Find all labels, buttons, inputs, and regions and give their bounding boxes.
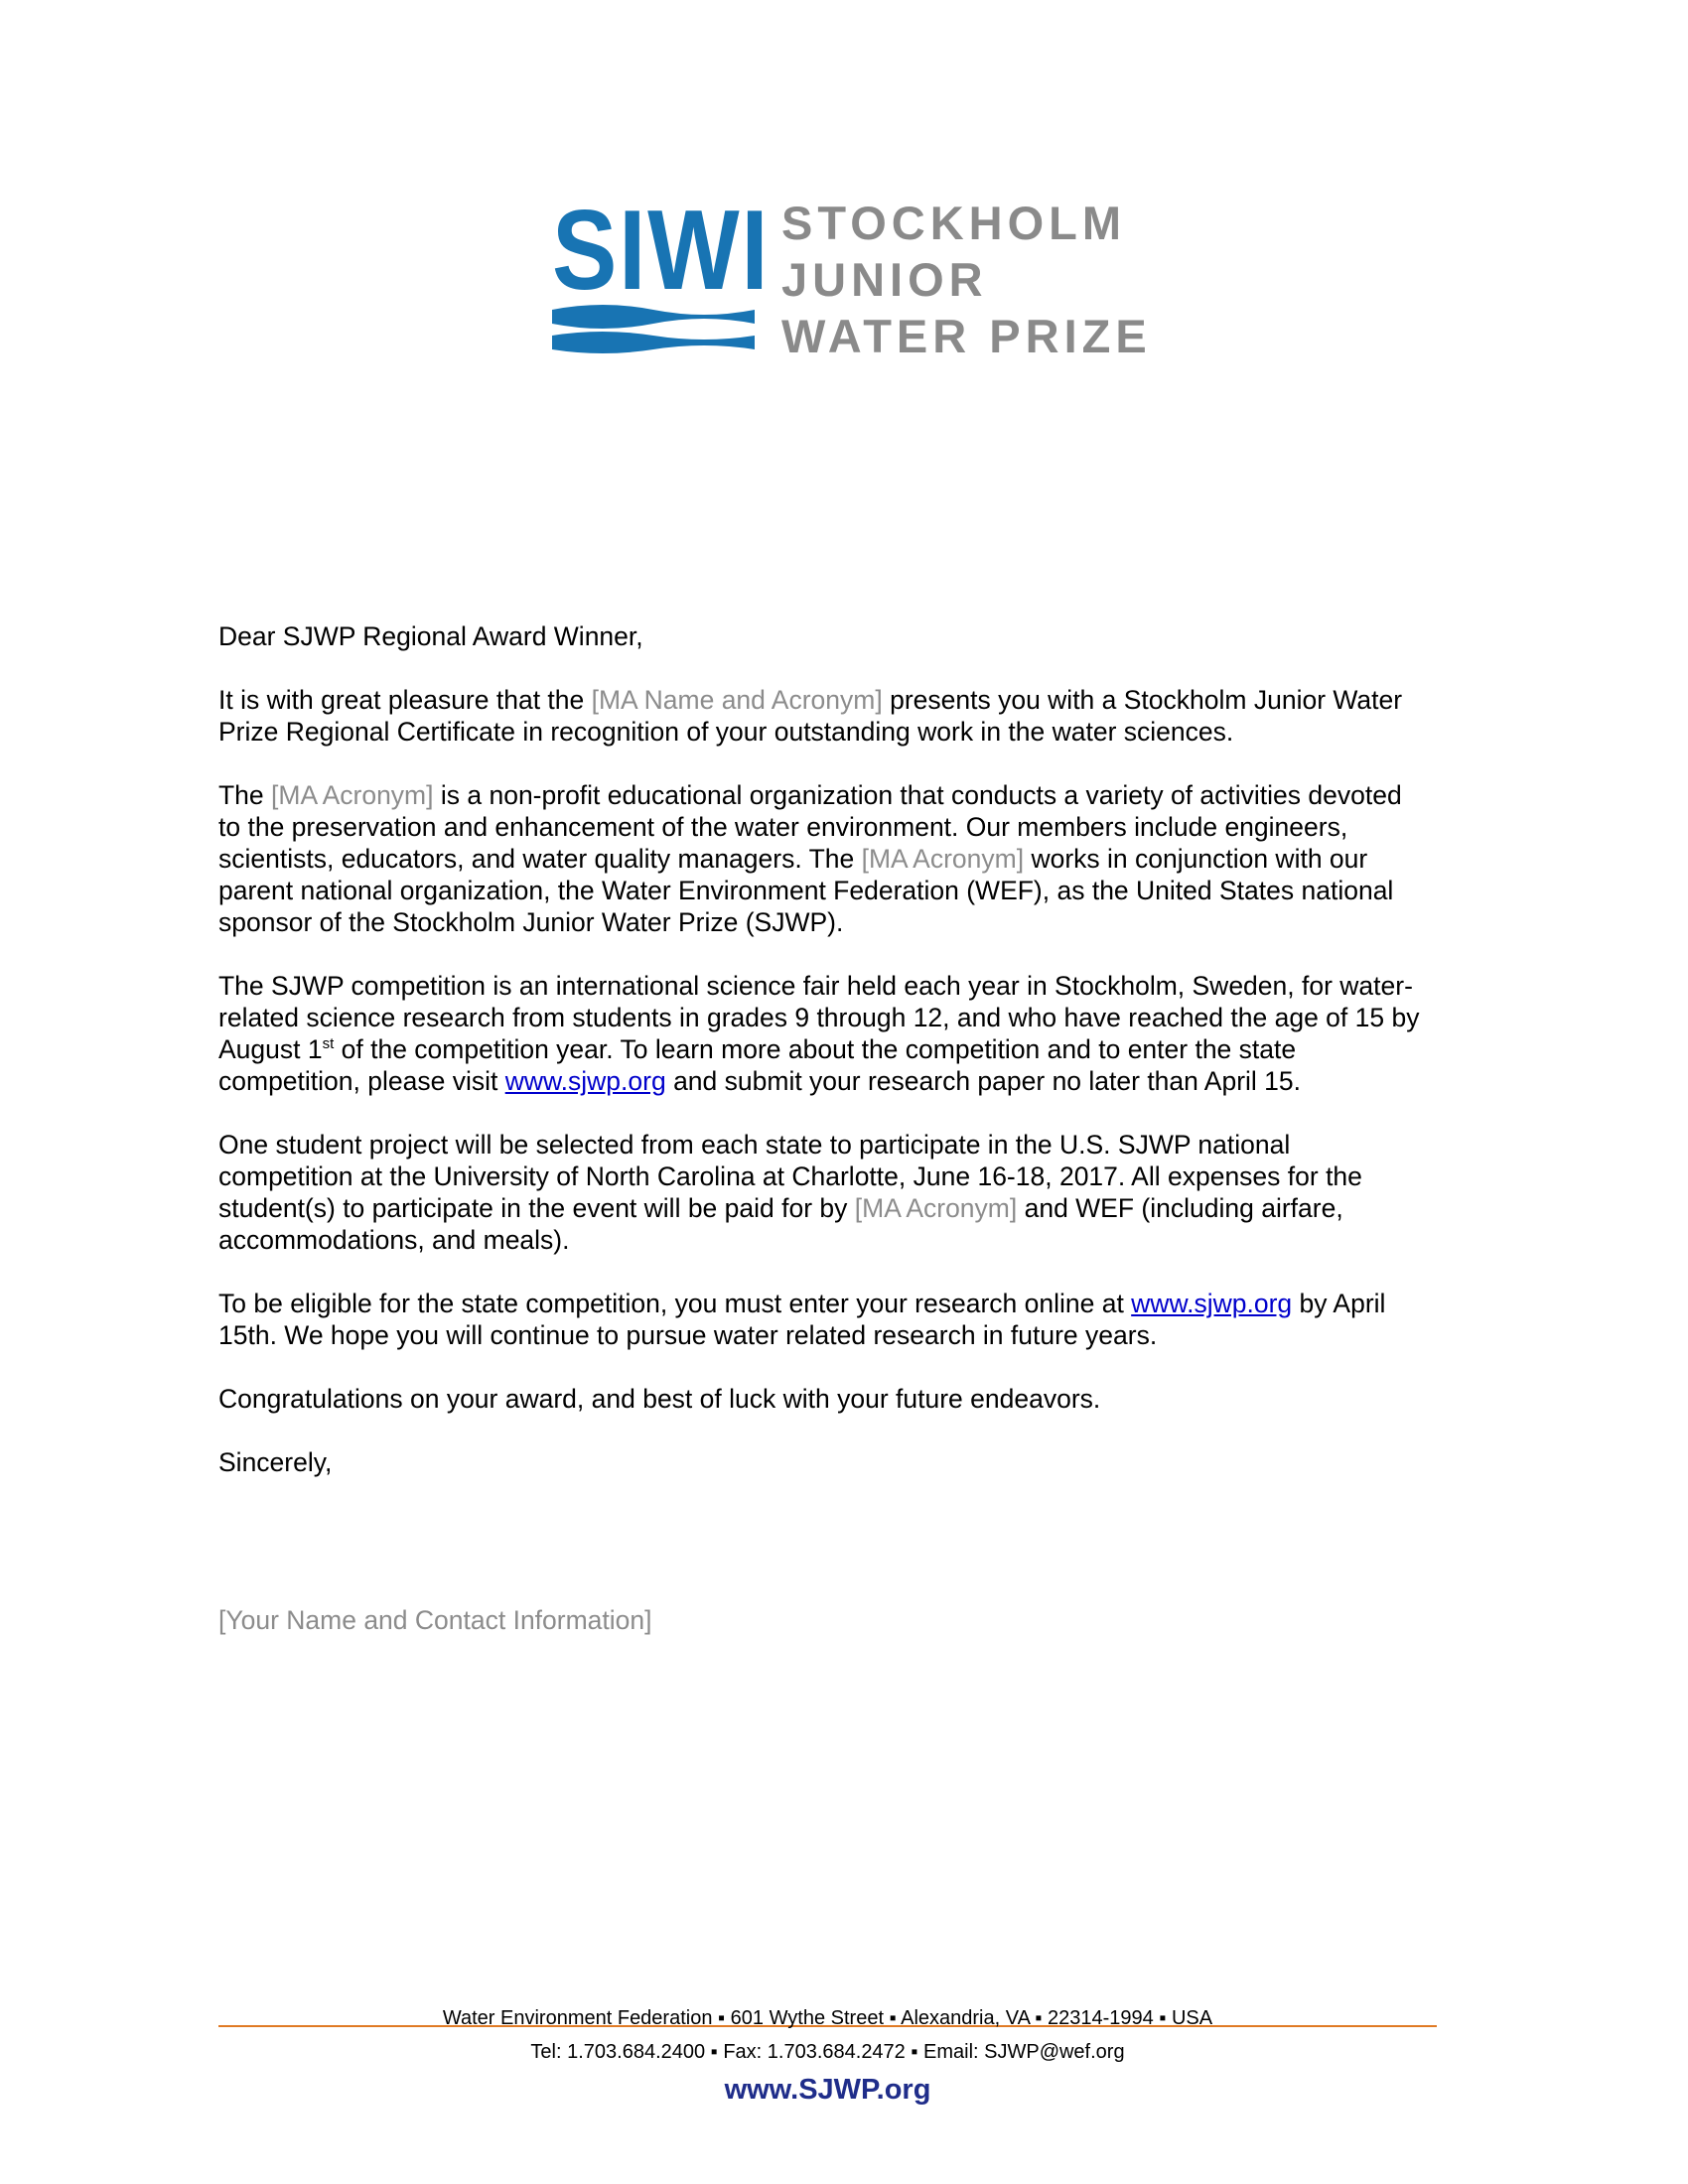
footer-contact: Tel: 1.703.684.2400 ▪ Fax: 1.703.684.2472 ▪ Email: SJWP@wef.org	[530, 2041, 1125, 2063]
text: and WEF (including airfare, accommodations, and meals).	[218, 1193, 1343, 1255]
logo-line-stockholm: STOCKHOLM	[781, 197, 1127, 249]
closing: Sincerely,	[218, 1447, 333, 1477]
logo-line-junior: JUNIOR	[781, 253, 988, 306]
text: It is with great pleasure that the	[218, 685, 592, 715]
sjwp-link[interactable]: www.sjwp.org	[1131, 1289, 1293, 1318]
text: and submit your research paper no later than April 15.	[665, 1066, 1302, 1096]
paragraph-4	[218, 1129, 1430, 1256]
placeholder-ma-acronym: [MA Acronym]	[861, 844, 1025, 874]
sjwp-link[interactable]: www.sjwp.org	[504, 1066, 666, 1096]
text: by April 15th. We hope you will continue to pursue water related research in future years.	[218, 1289, 1386, 1350]
paragraph-2	[218, 779, 1430, 938]
placeholder-ma-acronym: [MA Acronym]	[271, 780, 434, 810]
salutation: Dear SJWP Regional Award Winner,	[218, 621, 643, 651]
paragraph-1	[218, 684, 1430, 748]
text: presents you with a Stockholm Junior Water Prize Regional Certificate in recognition of your outstanding work in the water sciences.	[218, 685, 1403, 747]
paragraph-6: Congratulations on your award, and best of luck with your future endeavors.	[218, 1384, 1101, 1414]
footer	[218, 2001, 1437, 2111]
siwi-logo	[552, 188, 1152, 363]
logo-line-water-prize: WATER PRIZE	[781, 310, 1152, 362]
text: works in conjunction with our parent national organization, the Water Environment Federation (WEF), as the United States national sponsor of the Stockholm Junior Water Prize (SJWP).	[218, 844, 1394, 937]
text: is a non-profit educational organization that conducts a variety of activities devoted to the preservation and enhancement of the water environment. Our members include engineers, scientists, educators, and water quality managers. The	[218, 780, 1402, 874]
paragraph-5	[218, 1288, 1430, 1351]
text: The SJWP competition is an international science fair held each year in Stockholm, Sweden, for water-related science research from students in grades 9 through 12, and who have reached the age of 15 by August 1	[218, 971, 1420, 1064]
logo-mark: SIWI	[552, 188, 771, 314]
logo-wordmark	[781, 195, 1152, 364]
text: One student project will be selected from each state to participate in the U.S. SJWP national competition at the University of North Carolina at Charlotte, June 16-18, 2017. All expenses for the student(s) to participate in the event will be paid for by	[218, 1130, 1362, 1223]
superscript: st	[322, 1035, 335, 1053]
text: of the competition year. To learn more about the competition and to enter the state competition, please visit	[218, 1034, 1297, 1096]
placeholder-ma-name: [MA Name and Acronym]	[591, 685, 883, 715]
text: The	[218, 780, 272, 810]
paragraph-3	[218, 970, 1430, 1097]
letter-body	[218, 620, 1430, 1510]
water-waves-icon	[552, 298, 755, 357]
text: To be eligible for the state competition, you must enter your research online at	[218, 1289, 1132, 1318]
footer-website-link[interactable]: www.SJWP.org	[724, 2074, 931, 2106]
footer-address: Water Environment Federation ▪ 601 Wythe Street ▪ Alexandria, VA ▪ 22314-1994 ▪ USA	[442, 2007, 1213, 2029]
placeholder-ma-acronym: [MA Acronym]	[854, 1193, 1018, 1223]
signer-placeholder: [Your Name and Contact Information]	[218, 1605, 652, 1635]
